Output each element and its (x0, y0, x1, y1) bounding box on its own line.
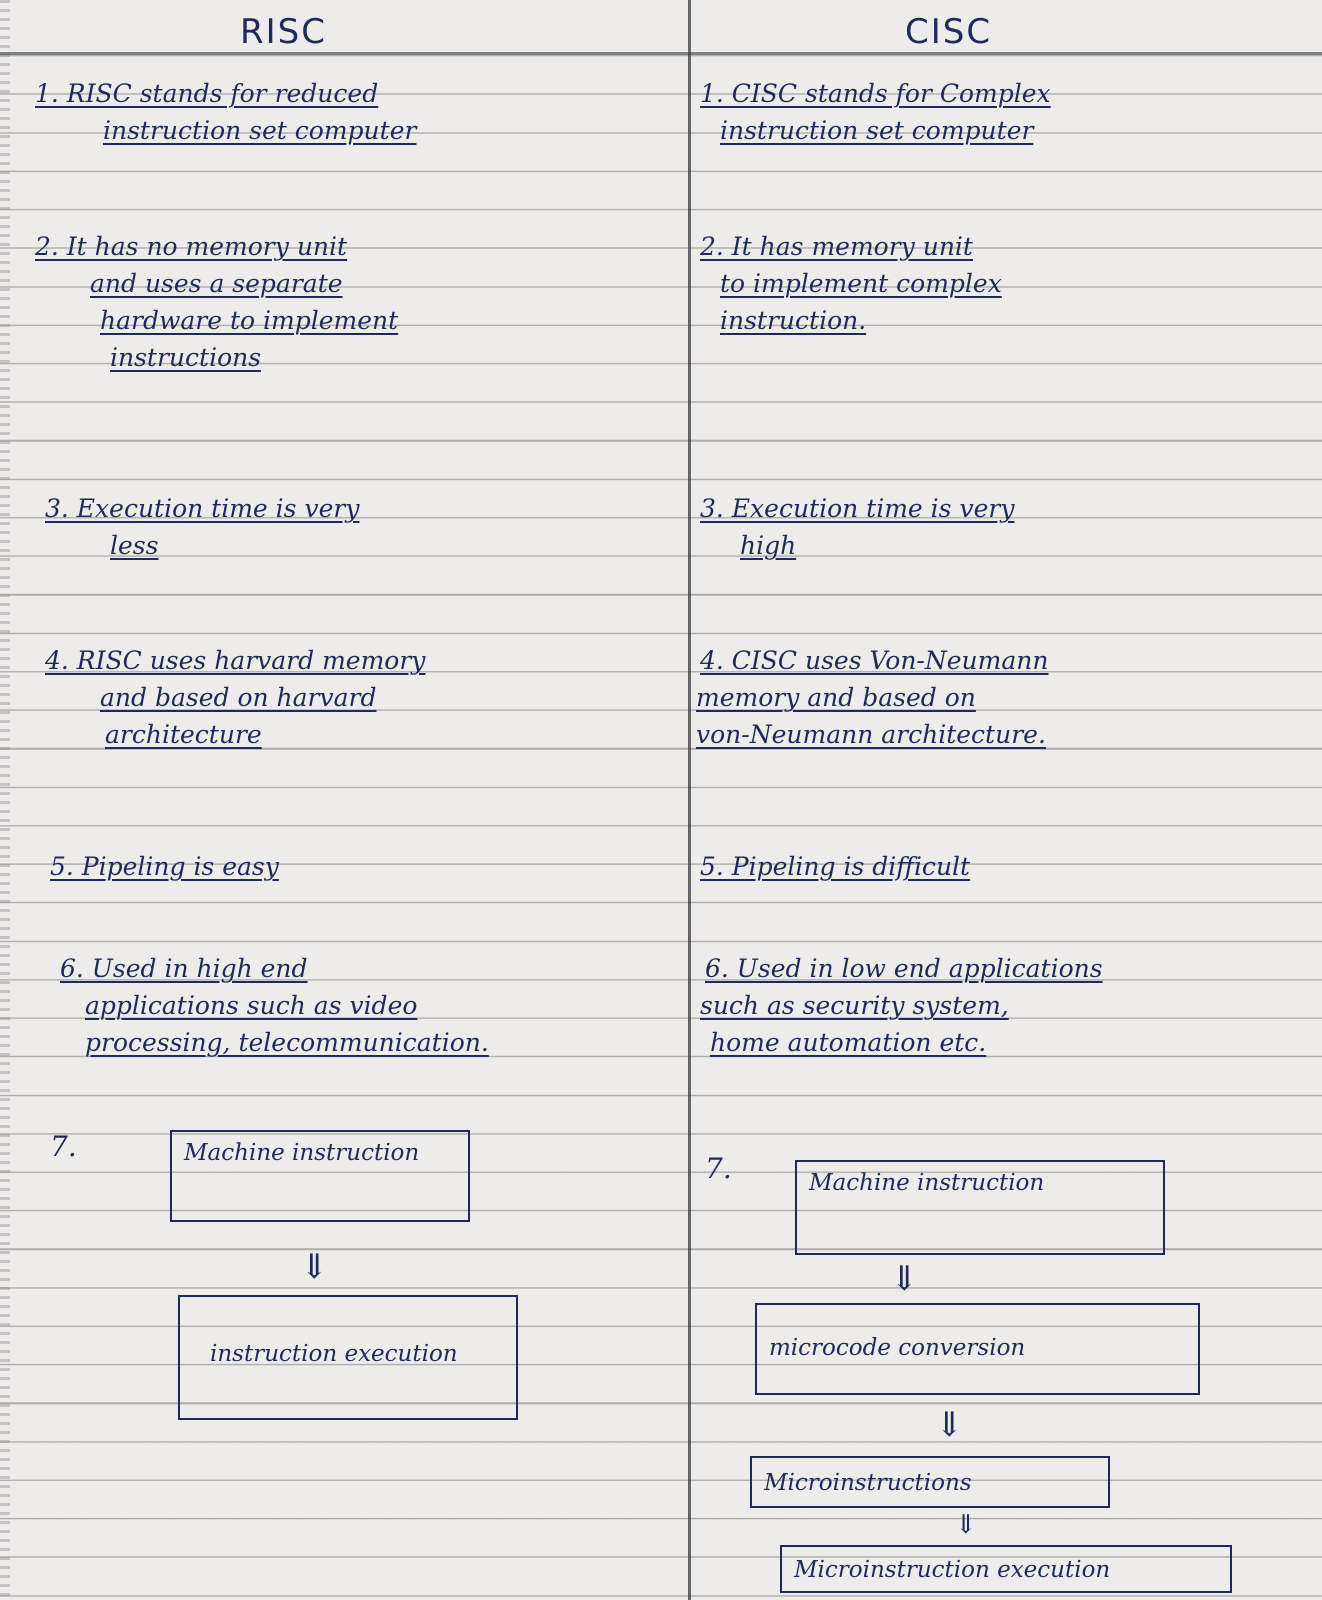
risc-point-1 (35, 75, 416, 149)
column-divider (688, 0, 691, 1600)
risc-point-6 (60, 950, 489, 1061)
text-line: processing, telecommunication. (85, 1028, 489, 1057)
risc-box-machine-instruction: Machine instruction (170, 1130, 470, 1222)
text-line: instructions (110, 343, 262, 372)
text-line: less (110, 531, 159, 560)
text-line: hardware to implement (100, 306, 399, 335)
risc-heading: RISC (240, 12, 327, 52)
text-line: 2. It has memory unit (700, 232, 973, 261)
text-line: home automation etc. (710, 1028, 987, 1057)
risc-point-5 (50, 848, 279, 885)
text-line: 4. RISC uses harvard memory (45, 646, 426, 675)
cisc-point-7-number: 7. (705, 1152, 732, 1185)
text-line: 4. CISC uses Von-Neumann (700, 646, 1049, 675)
text-line: and uses a separate (90, 269, 343, 298)
header-line (0, 52, 1322, 55)
cisc-point-2 (700, 228, 1002, 339)
cisc-down-arrow-icon: ⇓ (890, 1259, 919, 1299)
cisc-point-3 (700, 490, 1014, 564)
cisc-box-microinstruction-execution: Microinstruction execution (780, 1545, 1232, 1593)
text-line: architecture (105, 720, 262, 749)
cisc-box-machine-instruction: Machine instruction (795, 1160, 1165, 1255)
text-line: 2. It has no memory unit (35, 232, 348, 261)
cisc-point-1 (700, 75, 1051, 149)
text-line: high (740, 531, 797, 560)
text-line: 5. Pipeling is difficult (700, 852, 971, 881)
risc-point-7-number: 7. (50, 1130, 77, 1163)
text-line: von-Neumann architecture. (696, 720, 1046, 749)
text-line: 3. Execution time is very (45, 494, 360, 523)
cisc-point-6 (700, 950, 1103, 1061)
cisc-point-5 (700, 848, 970, 885)
cisc-point-4 (696, 642, 1048, 753)
text-line: 1. RISC stands for reduced (35, 79, 379, 108)
text-line: 1. CISC stands for Complex (700, 79, 1051, 108)
text-line: memory and based on (696, 683, 976, 712)
page-margin (0, 0, 10, 1600)
text-line: 3. Execution time is very (700, 494, 1015, 523)
risc-box-instruction-execution: instruction execution (178, 1295, 518, 1420)
text-line: such as security system, (700, 991, 1009, 1020)
cisc-down-arrow-icon: ⇓ (955, 1510, 977, 1540)
risc-point-3 (45, 490, 359, 564)
text-line: applications such as video (85, 991, 418, 1020)
cisc-box-microinstructions: Microinstructions (750, 1456, 1110, 1508)
cisc-box-microcode-conversion: microcode conversion (755, 1303, 1200, 1395)
text-line: 6. Used in low end applications (705, 954, 1103, 983)
text-line: instruction. (720, 306, 867, 335)
text-line: and based on harvard (100, 683, 377, 712)
text-line: instruction set computer (720, 116, 1034, 145)
risc-point-4 (45, 642, 425, 753)
cisc-heading: CISC (905, 12, 993, 52)
cisc-down-arrow-icon: ⇓ (935, 1405, 964, 1445)
risc-down-arrow-icon: ⇓ (300, 1247, 329, 1287)
risc-point-2 (35, 228, 398, 376)
text-line: to implement complex (720, 269, 1002, 298)
text-line: instruction set computer (103, 116, 417, 145)
text-line: 5. Pipeling is easy (50, 852, 279, 881)
text-line: 6. Used in high end (60, 954, 308, 983)
